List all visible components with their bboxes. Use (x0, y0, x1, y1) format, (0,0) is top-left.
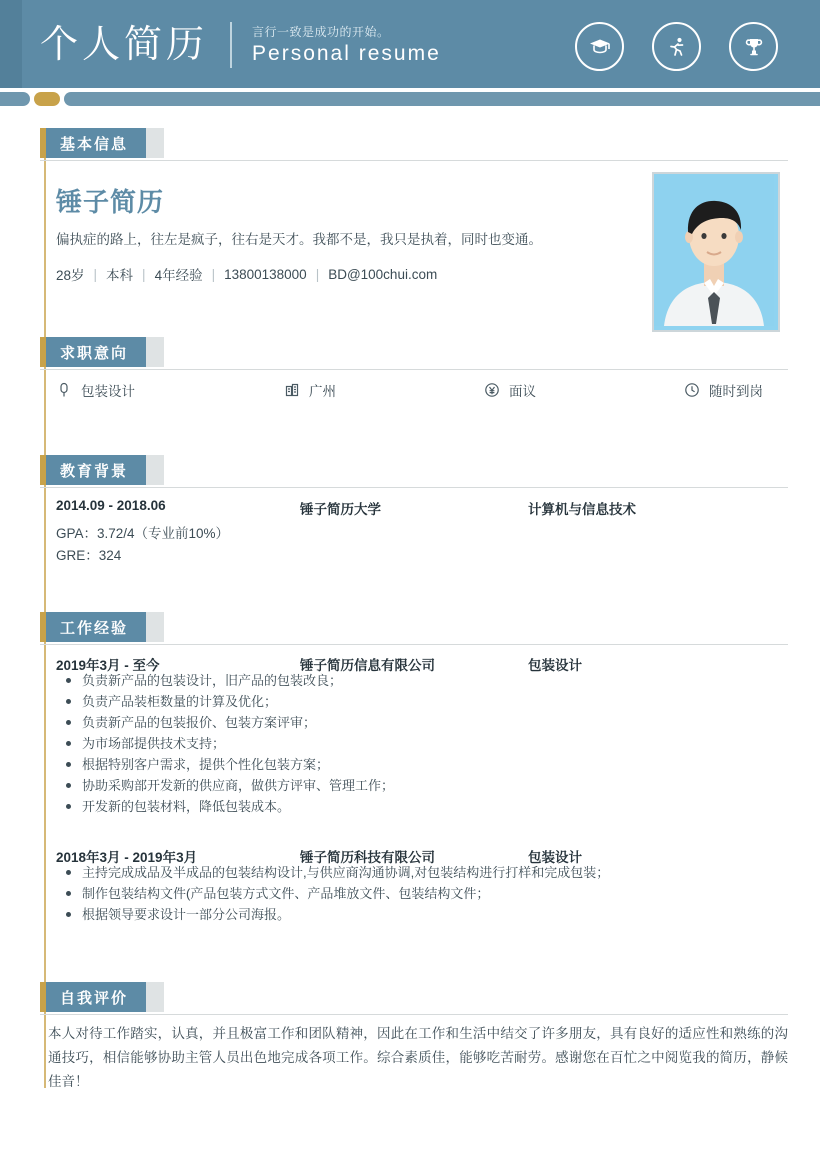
education-school: 锤子简历大学 (300, 502, 381, 517)
trophy-icon (729, 22, 778, 71)
clock-icon (684, 382, 700, 398)
intent-salary (484, 380, 684, 400)
list-item: 负责新产品的包装报价、包装方案评审； (80, 712, 800, 733)
footer-band (0, 1138, 820, 1160)
section-header-education (40, 455, 164, 485)
position-icon (56, 382, 72, 398)
city-icon (284, 382, 300, 398)
header-icon-group (575, 22, 778, 71)
section-tail (146, 128, 164, 158)
section-title-intent: 求职意向 (46, 337, 146, 367)
experience-company: 锤子简历科技有限公司 (300, 850, 435, 865)
list-item: 协助采购部开发新的供应商，做供方评审、管理工作； (80, 775, 800, 796)
intent-salary-label: 面议 (509, 384, 536, 399)
timeline-spine (44, 128, 46, 1088)
fact-separator: | (211, 266, 216, 282)
candidate-facts (56, 264, 437, 284)
section-rule-experience (40, 644, 788, 645)
experience-period: 2019年3月 - 至今 (56, 658, 160, 673)
section-rule-intent (40, 369, 788, 370)
experience-period: 2018年3月 - 2019年3月 (56, 850, 198, 865)
education-entry-header (56, 498, 786, 518)
section-header-experience (40, 612, 164, 642)
intent-city (284, 380, 484, 400)
intent-position-label: 包装设计 (81, 384, 135, 399)
education-period: 2014.09 - 2018.06 (56, 498, 166, 513)
section-title-basic: 基本信息 (46, 128, 146, 158)
section-tail (146, 612, 164, 642)
section-header-intent (40, 337, 164, 367)
section-rule-self (40, 1014, 788, 1015)
fact-separator: | (142, 266, 146, 282)
intent-availability (684, 380, 763, 400)
list-item: 负责产品装柜数量的计算及优化； (80, 691, 800, 712)
list-item: 根据领导要求设计一部分公司海报。 (80, 904, 800, 925)
list-item: 主持完成成品及半成品的包装结构设计,与供应商沟通协调,对包装结构进行打样和完成包装； (80, 862, 800, 883)
salary-icon (484, 382, 500, 398)
section-title-experience: 工作经验 (46, 612, 146, 642)
underbar-segment-main (64, 92, 820, 106)
list-item: 制作包装结构文件(产品包装方式文件、产品堆放文件、包装结构文件； (80, 883, 800, 904)
underbar-segment-accent (34, 92, 60, 106)
fact-degree: 本科 (106, 268, 134, 283)
page-title: 个人简历 (40, 24, 209, 66)
candidate-name: 锤子简历 (56, 187, 165, 217)
list-item: 根据特别客户需求，提供个性化包装方案； (80, 754, 800, 775)
experience-role: 包装设计 (528, 658, 582, 673)
list-item: 负责新产品的包装设计，旧产品的包装改良； (80, 670, 800, 691)
page-header (0, 0, 820, 88)
list-item: 开发新的包装材料，降低包装成本。 (80, 796, 800, 817)
intent-city-label: 广州 (309, 384, 336, 399)
header-subtitle-en: Personal resume (252, 42, 441, 65)
section-header-self (40, 982, 164, 1012)
job-intent-row (56, 380, 786, 400)
experience-role: 包装设计 (528, 850, 582, 865)
fact-age: 28岁 (56, 268, 85, 283)
fact-separator: | (315, 266, 320, 282)
section-rule-education (40, 487, 788, 488)
avatar (652, 172, 780, 332)
intent-position (56, 380, 284, 400)
section-tail (146, 982, 164, 1012)
education-detail-gre: GRE：324 (56, 548, 122, 563)
header-divider (230, 22, 232, 68)
education-major: 计算机与信息技术 (528, 502, 636, 517)
experience-bullets (58, 862, 800, 925)
header-accent (0, 0, 22, 88)
self-evaluation-text: 本人对待工作踏实，认真，并且极富工作和团队精神，因此在工作和生活中结交了许多朋友，具有良好的适应性和熟练的沟通技巧，相信能够协助主管人员出色地完成各项工作。综合素质佳，能够吃苦耐劳。感谢您在百忙之中阅览我的简历，静候佳音！ (48, 1026, 788, 1089)
fact-phone: 13800138000 (224, 266, 307, 282)
fact-experience: 4年经验 (154, 268, 203, 283)
fact-separator: | (93, 266, 98, 282)
section-title-self: 自我评价 (46, 982, 146, 1012)
header-tagline: 言行一致是成功的开始。 (252, 25, 390, 39)
list-item: 为市场部提供技术支持； (80, 733, 800, 754)
experience-company: 锤子简历信息有限公司 (300, 658, 435, 673)
fact-email: BD@100chui.com (328, 266, 438, 282)
education-detail-gpa: GPA：3.72/4（专业前10%） (56, 526, 230, 541)
header-underbar (0, 92, 820, 106)
section-tail (146, 337, 164, 367)
section-rule-basic (40, 160, 788, 161)
intent-availability-label: 随时到岗 (709, 384, 763, 399)
section-title-education: 教育背景 (46, 455, 146, 485)
experience-bullets (58, 670, 800, 817)
section-tail (146, 455, 164, 485)
running-person-icon (652, 22, 701, 71)
graduation-cap-icon (575, 22, 624, 71)
header-subtitle-group (252, 24, 441, 66)
underbar-segment-left (0, 92, 30, 106)
header-title-group (40, 22, 441, 68)
section-header-basic (40, 128, 164, 158)
candidate-motto: 偏执症的路上，往左是疯子，往右是天才。我都不是，我只是执着，同时也变通。 (56, 232, 542, 247)
